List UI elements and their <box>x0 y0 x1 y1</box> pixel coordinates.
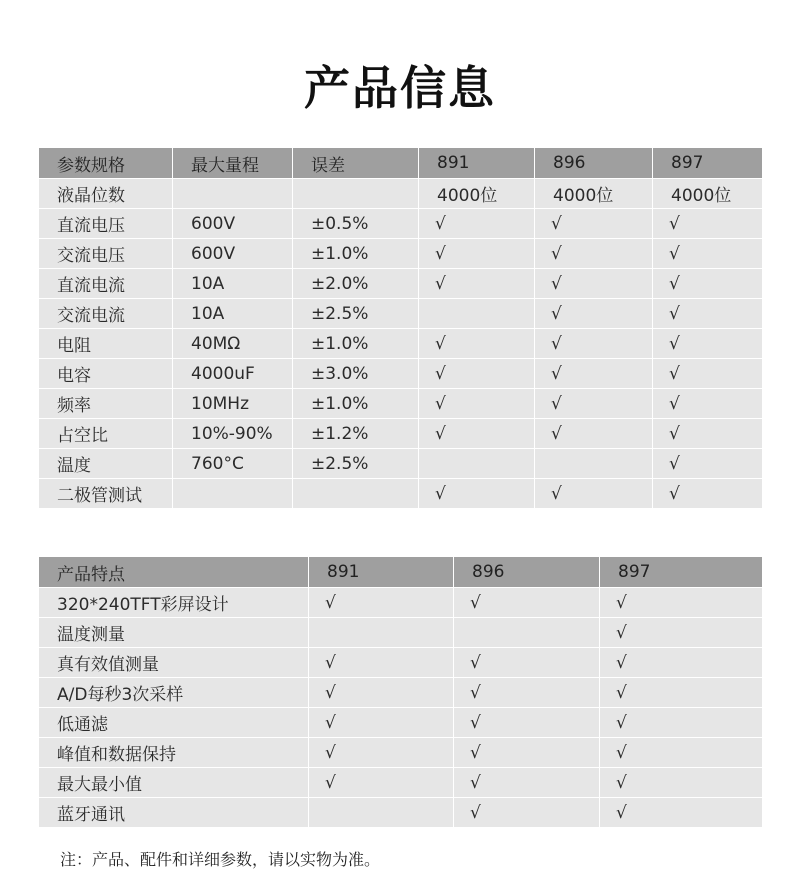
feature-row <box>39 618 763 648</box>
spec-row <box>39 449 763 479</box>
spec-cell: ±1.2% <box>293 419 419 449</box>
check-mark: √ <box>600 678 763 708</box>
spec-cell: ±1.0% <box>293 329 419 359</box>
spec-cell: 10A <box>173 269 293 299</box>
spec-row <box>39 269 763 299</box>
check-mark: √ <box>653 269 763 299</box>
check-mark: √ <box>419 239 535 269</box>
footnote: 注：产品、配件和详细参数，请以实物为准。 <box>60 850 381 869</box>
check-mark: √ <box>600 618 763 648</box>
check-mark: √ <box>535 359 653 389</box>
spec-row <box>39 179 763 209</box>
check-mark: √ <box>653 239 763 269</box>
feature-row-label: A/D每秒3次采样 <box>39 678 309 708</box>
spec-header-cell: 参数规格 <box>39 148 173 179</box>
check-mark: √ <box>535 329 653 359</box>
feature-row-label: 320*240TFT彩屏设计 <box>39 588 309 618</box>
check-mark: √ <box>309 738 454 768</box>
check-mark: √ <box>454 768 600 798</box>
spec-cell: ±0.5% <box>293 209 419 239</box>
spec-row <box>39 389 763 419</box>
spec-row-label: 电阻 <box>39 329 173 359</box>
feature-row-label: 蓝牙通讯 <box>39 798 309 828</box>
spec-row <box>39 479 763 509</box>
check-mark: √ <box>653 479 763 509</box>
spec-header-cell: 896 <box>535 148 653 179</box>
spec-row <box>39 209 763 239</box>
spec-row <box>39 419 763 449</box>
check-mark: √ <box>600 708 763 738</box>
feature-table <box>38 556 763 828</box>
check-mark: √ <box>419 419 535 449</box>
check-mark: √ <box>454 588 600 618</box>
check-mark: √ <box>653 389 763 419</box>
feature-row <box>39 708 763 738</box>
feature-header-cell: 产品特点 <box>39 557 309 588</box>
spec-cell: 4000位 <box>419 179 535 209</box>
spec-header-cell: 897 <box>653 148 763 179</box>
spec-cell: ±2.0% <box>293 269 419 299</box>
spec-cell <box>419 299 535 329</box>
check-mark: √ <box>454 738 600 768</box>
feature-header-cell: 891 <box>309 557 454 588</box>
spec-header-cell: 最大量程 <box>173 148 293 179</box>
spec-header-cell: 891 <box>419 148 535 179</box>
spec-cell <box>419 449 535 479</box>
check-mark: √ <box>419 329 535 359</box>
check-mark: √ <box>535 209 653 239</box>
check-mark: √ <box>653 359 763 389</box>
spec-cell <box>293 479 419 509</box>
check-mark: √ <box>454 798 600 828</box>
check-mark: √ <box>535 269 653 299</box>
spec-cell: ±2.5% <box>293 299 419 329</box>
feature-row <box>39 648 763 678</box>
check-mark: √ <box>419 209 535 239</box>
feature-row-label: 低通滤 <box>39 708 309 738</box>
check-mark: √ <box>454 648 600 678</box>
check-mark: √ <box>309 588 454 618</box>
feature-row-label: 温度测量 <box>39 618 309 648</box>
check-mark: √ <box>309 648 454 678</box>
spec-cell: 10MHz <box>173 389 293 419</box>
spec-row-label: 频率 <box>39 389 173 419</box>
check-mark: √ <box>653 209 763 239</box>
spec-cell: 40MΩ <box>173 329 293 359</box>
check-mark: √ <box>653 299 763 329</box>
check-mark: √ <box>309 678 454 708</box>
check-mark: √ <box>454 678 600 708</box>
spec-row <box>39 359 763 389</box>
spec-row-label: 电容 <box>39 359 173 389</box>
feature-cell <box>309 618 454 648</box>
spec-cell: ±3.0% <box>293 359 419 389</box>
feature-row-label: 最大最小值 <box>39 768 309 798</box>
spec-cell: ±1.0% <box>293 239 419 269</box>
check-mark: √ <box>419 359 535 389</box>
spec-cell: 760°C <box>173 449 293 479</box>
check-mark: √ <box>600 798 763 828</box>
spec-row-label: 直流电压 <box>39 209 173 239</box>
spec-row <box>39 299 763 329</box>
feature-row <box>39 588 763 618</box>
feature-row <box>39 768 763 798</box>
spec-row-label: 交流电流 <box>39 299 173 329</box>
spec-row-label: 交流电压 <box>39 239 173 269</box>
check-mark: √ <box>535 389 653 419</box>
check-mark: √ <box>535 239 653 269</box>
spec-row-label: 占空比 <box>39 419 173 449</box>
check-mark: √ <box>419 269 535 299</box>
check-mark: √ <box>309 768 454 798</box>
page-title: 产品信息 <box>304 61 496 115</box>
spec-row-label: 二极管测试 <box>39 479 173 509</box>
spec-cell: 4000位 <box>653 179 763 209</box>
spec-cell: 10%-90% <box>173 419 293 449</box>
spec-row-label: 直流电流 <box>39 269 173 299</box>
check-mark: √ <box>600 738 763 768</box>
check-mark: √ <box>653 419 763 449</box>
check-mark: √ <box>454 708 600 738</box>
check-mark: √ <box>600 768 763 798</box>
check-mark: √ <box>419 479 535 509</box>
check-mark: √ <box>600 648 763 678</box>
spec-row-label: 温度 <box>39 449 173 479</box>
feature-header-cell: 896 <box>454 557 600 588</box>
spec-cell: 600V <box>173 209 293 239</box>
spec-header-cell: 误差 <box>293 148 419 179</box>
feature-cell <box>454 618 600 648</box>
spec-cell <box>293 179 419 209</box>
check-mark: √ <box>535 299 653 329</box>
spec-cell <box>173 479 293 509</box>
spec-cell: 10A <box>173 299 293 329</box>
check-mark: √ <box>653 449 763 479</box>
spec-cell <box>535 449 653 479</box>
feature-cell <box>309 798 454 828</box>
spec-cell <box>173 179 293 209</box>
feature-row <box>39 678 763 708</box>
check-mark: √ <box>535 479 653 509</box>
check-mark: √ <box>600 588 763 618</box>
spec-cell: ±1.0% <box>293 389 419 419</box>
spec-cell: 600V <box>173 239 293 269</box>
spec-cell: 4000uF <box>173 359 293 389</box>
check-mark: √ <box>309 708 454 738</box>
feature-row-label: 峰值和数据保持 <box>39 738 309 768</box>
feature-row <box>39 738 763 768</box>
spec-row <box>39 329 763 359</box>
check-mark: √ <box>419 389 535 419</box>
spec-cell: ±2.5% <box>293 449 419 479</box>
spec-cell: 4000位 <box>535 179 653 209</box>
check-mark: √ <box>653 329 763 359</box>
feature-header-cell: 897 <box>600 557 763 588</box>
spec-row <box>39 239 763 269</box>
spec-row-label: 液晶位数 <box>39 179 173 209</box>
feature-row <box>39 798 763 828</box>
check-mark: √ <box>535 419 653 449</box>
feature-header-row <box>39 557 763 588</box>
feature-row-label: 真有效值测量 <box>39 648 309 678</box>
spec-header-row <box>39 148 763 179</box>
spec-table <box>38 147 763 509</box>
